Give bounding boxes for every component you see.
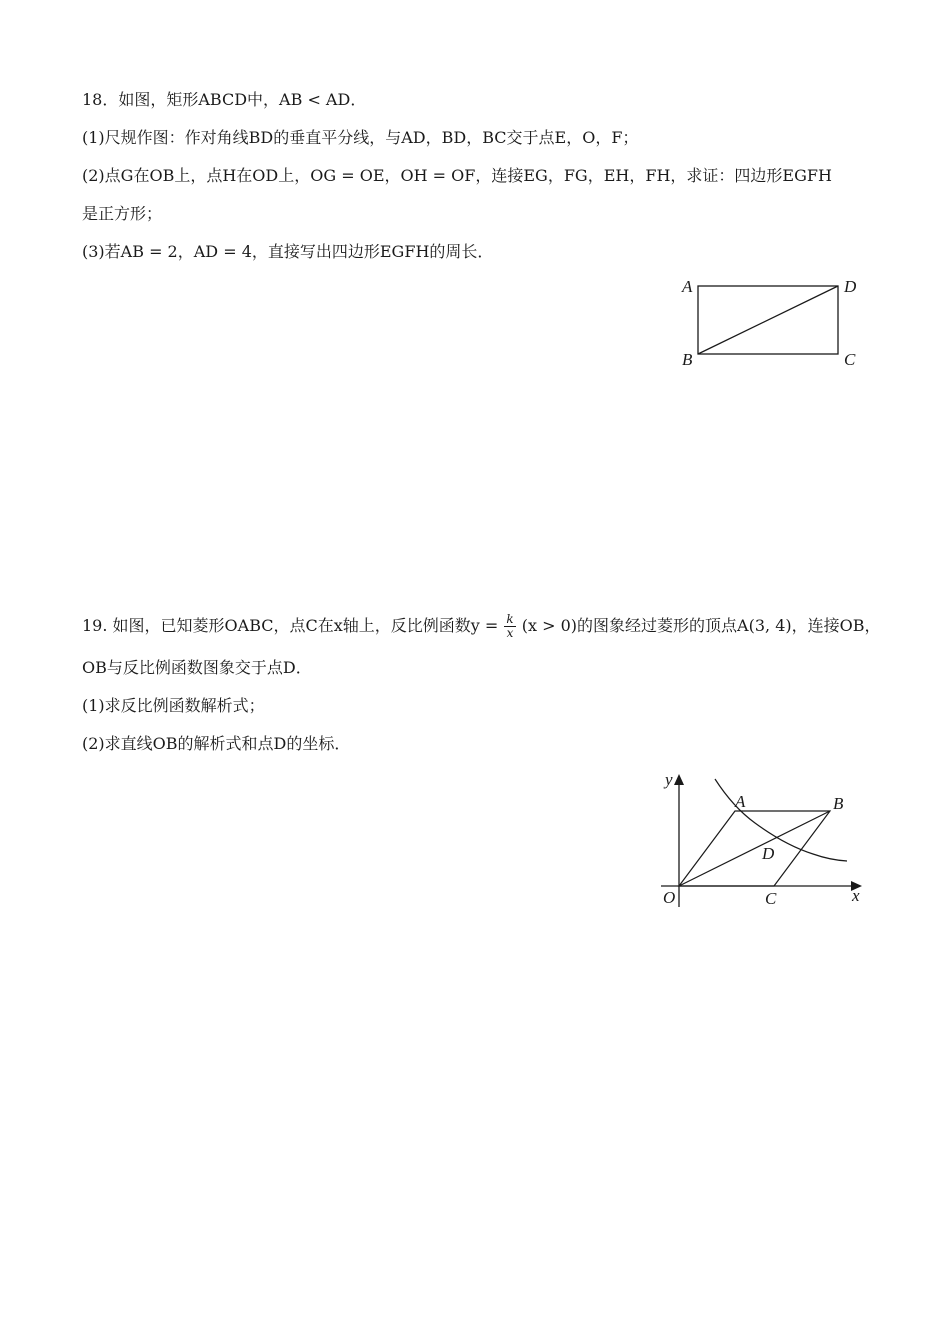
q18-part3: (3)若AB = 2，AD = 4，直接写出四边形EGFH的周长． bbox=[82, 242, 494, 261]
label-a: A bbox=[682, 277, 693, 296]
label-a: A bbox=[735, 792, 746, 811]
label-x: x bbox=[852, 886, 860, 905]
q19-part2: (2)求直线OB的解析式和点D的坐标． bbox=[82, 734, 351, 753]
label-b: B bbox=[833, 794, 844, 813]
q19-rhombus-figure bbox=[655, 765, 870, 915]
q19-title bbox=[82, 613, 881, 640]
q19-title-before: 19. 如图，已知菱形OABC，点C在x轴上，反比例函数y = bbox=[82, 616, 499, 635]
y-axis-arrow-icon bbox=[674, 774, 684, 785]
label-c: C bbox=[765, 889, 777, 908]
label-b: B bbox=[682, 350, 693, 369]
q19-title-after: (x > 0)的图象经过菱形的顶点A(3, 4)，连接OB， bbox=[521, 616, 881, 635]
diagonal-bd bbox=[698, 286, 838, 354]
label-c: C bbox=[844, 350, 856, 369]
label-d: D bbox=[844, 277, 857, 296]
fraction-k-over-x bbox=[504, 613, 515, 640]
label-d: D bbox=[762, 844, 775, 863]
fraction-numerator: k bbox=[506, 612, 514, 626]
q18-part1: (1)尺规作图：作对角线BD的垂直平分线，与AD，BD，BC交于点E，O，F； bbox=[82, 128, 639, 147]
fraction-denominator: x bbox=[506, 626, 514, 640]
label-o: O bbox=[663, 888, 676, 907]
q18-part2: (2)点G在OB上，点H在OD上，OG = OE，OH = OF，连接EG，FG，EH，FH，求证：四边形EGFH bbox=[82, 166, 832, 185]
q18-rectangle-figure bbox=[676, 274, 866, 374]
label-y: y bbox=[665, 770, 673, 789]
q18-part2-cont: 是正方形； bbox=[82, 204, 163, 223]
q19-line2: OB与反比例函数图象交于点D． bbox=[82, 658, 312, 677]
q19-part1: (1)求反比例函数解析式； bbox=[82, 696, 265, 715]
q18-title: 18．如图，矩形ABCD中，AB < AD． bbox=[82, 90, 367, 109]
